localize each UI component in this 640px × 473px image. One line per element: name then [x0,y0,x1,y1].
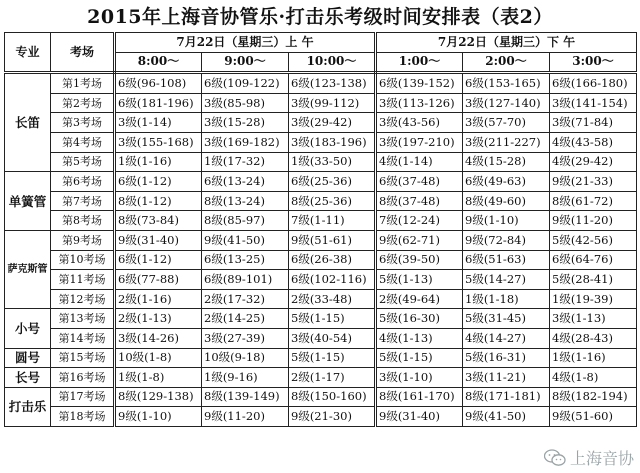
schedule-cell: 3级(127-140) [463,93,550,113]
schedule-cell: 1级(33-50) [289,152,376,172]
schedule-cell: 4级(1-13) [376,328,463,348]
table-row [5,328,637,348]
table-row [5,368,637,388]
schedule-cell: 6级(13-25) [202,250,289,270]
header-time: 9:00～ [202,52,289,73]
table-row [5,211,637,231]
major-cell: 圆号 [5,348,51,368]
schedule-cell: 3级(11-21) [463,368,550,388]
schedule-cell: 8级(150-160) [289,387,376,407]
room-cell: 第18考场 [51,407,115,427]
schedule-cell: 9级(1-10) [115,407,202,427]
schedule-cell: 1级(19-39) [550,289,637,309]
schedule-cell: 6级(77-88) [115,270,202,290]
schedule-cell: 9级(31-40) [115,230,202,250]
schedule-cell: 9级(51-60) [550,407,637,427]
schedule-cell: 2级(1-16) [115,289,202,309]
schedule-cell: 5级(16-30) [376,309,463,329]
schedule-body [5,73,637,427]
schedule-cell: 3级(85-98) [202,93,289,113]
schedule-cell: 8级(85-97) [202,211,289,231]
schedule-cell: 7级(12-24) [376,211,463,231]
schedule-cell: 8级(1-12) [115,191,202,211]
schedule-cell: 6级(96-108) [115,73,202,94]
room-cell: 第4考场 [51,132,115,152]
major-cell: 萨克斯管 [5,230,51,308]
schedule-cell: 3级(40-54) [289,328,376,348]
schedule-cell: 6级(39-50) [376,250,463,270]
schedule-cell: 2级(49-64) [376,289,463,309]
schedule-cell: 3级(211-227) [463,132,550,152]
table-row [5,309,637,329]
table-row [5,93,637,113]
schedule-cell: 4级(28-43) [550,328,637,348]
schedule-cell: 9级(31-40) [376,407,463,427]
schedule-cell: 6级(1-12) [115,172,202,192]
schedule-cell: 5级(1-15) [289,348,376,368]
table-row [5,152,637,172]
schedule-cell: 6级(51-63) [463,250,550,270]
table-row [5,191,637,211]
schedule-cell: 1级(1-16) [550,348,637,368]
schedule-cell: 8级(61-72) [550,191,637,211]
schedule-cell: 3级(71-84) [550,113,637,133]
room-cell: 第9考场 [51,230,115,250]
schedule-cell: 6级(166-180) [550,73,637,94]
major-cell: 长笛 [5,73,51,172]
schedule-cell: 6级(26-38) [289,250,376,270]
schedule-cell: 5级(31-45) [463,309,550,329]
schedule-cell: 5级(14-27) [463,270,550,290]
schedule-cell: 3级(29-42) [289,113,376,133]
schedule-cell: 8级(129-138) [115,387,202,407]
schedule-cell: 9级(11-20) [550,211,637,231]
schedule-cell: 10级(1-8) [115,348,202,368]
schedule-cell: 3级(141-154) [550,93,637,113]
schedule-cell: 6级(49-63) [463,172,550,192]
header-morning: 7月22日（星期三）上 午 [115,33,376,53]
room-cell: 第6考场 [51,172,115,192]
header-time: 8:00～ [115,52,202,73]
schedule-cell: 8级(13-24) [202,191,289,211]
schedule-cell: 5级(42-56) [550,230,637,250]
room-cell: 第12考场 [51,289,115,309]
room-cell: 第16考场 [51,368,115,388]
schedule-cell: 10级(9-18) [202,348,289,368]
schedule-cell: 9级(51-61) [289,230,376,250]
table-row [5,289,637,309]
schedule-cell: 8级(73-84) [115,211,202,231]
schedule-cell: 3级(1-13) [550,309,637,329]
schedule-cell: 3级(1-10) [376,368,463,388]
schedule-cell: 3级(15-28) [202,113,289,133]
room-cell: 第17考场 [51,387,115,407]
schedule-cell: 3级(99-112) [289,93,376,113]
table-row [5,230,637,250]
schedule-cell: 9级(41-50) [202,230,289,250]
table-row [5,73,637,94]
schedule-cell: 6级(139-152) [376,73,463,94]
schedule-cell: 8级(161-170) [376,387,463,407]
schedule-cell: 1级(9-16) [202,368,289,388]
schedule-cell: 6级(109-122) [202,73,289,94]
header-time: 3:00～ [550,52,637,73]
table-row [5,270,637,290]
schedule-cell: 8级(49-60) [463,191,550,211]
room-cell: 第3考场 [51,113,115,133]
header-row-dates [5,33,637,53]
table-row [5,407,637,427]
schedule-cell: 4级(43-58) [550,132,637,152]
schedule-cell: 4级(29-42) [550,152,637,172]
schedule-cell: 6级(37-48) [376,172,463,192]
schedule-cell: 6级(25-36) [289,172,376,192]
schedule-cell: 8级(171-181) [463,387,550,407]
table-row [5,250,637,270]
schedule-cell: 6级(64-76) [550,250,637,270]
schedule-cell: 9级(41-50) [463,407,550,427]
schedule-cell: 4级(1-8) [550,368,637,388]
schedule-cell: 4级(1-14) [376,152,463,172]
schedule-cell: 2级(1-17) [289,368,376,388]
room-cell: 第13考场 [51,309,115,329]
room-cell: 第14考场 [51,328,115,348]
wechat-chat-icon [544,449,566,467]
table-row [5,113,637,133]
header-afternoon: 7月22日（星期三）下 午 [376,33,637,53]
room-cell: 第15考场 [51,348,115,368]
room-cell: 第8考场 [51,211,115,231]
schedule-table [4,32,637,427]
watermark-text: 上海音协 [569,449,634,468]
schedule-cell: 3级(197-210) [376,132,463,152]
schedule-cell: 9级(11-20) [202,407,289,427]
schedule-cell: 6级(123-138) [289,73,376,94]
header-room: 考场 [51,33,115,73]
major-cell: 单簧管 [5,172,51,231]
table-row [5,132,637,152]
schedule-cell: 9级(21-30) [289,407,376,427]
table-row [5,348,637,368]
major-cell: 小号 [5,309,51,348]
room-cell: 第7考场 [51,191,115,211]
schedule-cell: 5级(1-13) [376,270,463,290]
schedule-cell: 6级(181-196) [115,93,202,113]
schedule-cell: 5级(16-31) [463,348,550,368]
schedule-cell: 9级(62-71) [376,230,463,250]
room-cell: 第1考场 [51,73,115,94]
schedule-cell: 9级(21-33) [550,172,637,192]
schedule-cell: 4级(15-28) [463,152,550,172]
header-time: 2:00～ [463,52,550,73]
schedule-cell: 3级(1-14) [115,113,202,133]
major-cell: 长号 [5,368,51,388]
schedule-cell: 1级(1-18) [463,289,550,309]
schedule-cell: 5级(1-15) [289,309,376,329]
schedule-cell: 2级(17-32) [202,289,289,309]
schedule-cell: 3级(27-39) [202,328,289,348]
schedule-cell: 6级(1-12) [115,250,202,270]
schedule-cell: 8级(139-149) [202,387,289,407]
schedule-cell: 8级(182-194) [550,387,637,407]
schedule-cell: 3级(169-182) [202,132,289,152]
schedule-cell: 1级(17-32) [202,152,289,172]
header-major: 专业 [5,33,51,73]
schedule-cell: 7级(1-11) [289,211,376,231]
schedule-cell: 3级(113-126) [376,93,463,113]
schedule-cell: 6级(89-101) [202,270,289,290]
table-row [5,387,637,407]
room-cell: 第11考场 [51,270,115,290]
schedule-cell: 3级(155-168) [115,132,202,152]
room-cell: 第2考场 [51,93,115,113]
schedule-cell: 9级(72-84) [463,230,550,250]
schedule-cell: 2级(33-48) [289,289,376,309]
schedule-cell: 6级(102-116) [289,270,376,290]
schedule-cell: 1级(1-8) [115,368,202,388]
schedule-cell: 6级(13-24) [202,172,289,192]
room-cell: 第5考场 [51,152,115,172]
schedule-cell: 3级(43-56) [376,113,463,133]
page-title: 2015年上海音协管乐·打击乐考级时间安排表（表2） [87,6,553,28]
schedule-cell: 3级(57-70) [463,113,550,133]
header-time: 1:00～ [376,52,463,73]
schedule-cell: 5级(1-15) [376,348,463,368]
table-row [5,172,637,192]
header-time: 10:00～ [289,52,376,73]
schedule-cell: 5级(28-41) [550,270,637,290]
schedule-cell: 1级(1-16) [115,152,202,172]
watermark [544,446,634,469]
room-cell: 第10考场 [51,250,115,270]
schedule-cell: 3级(183-196) [289,132,376,152]
schedule-cell: 8级(37-48) [376,191,463,211]
schedule-cell: 8级(25-36) [289,191,376,211]
schedule-cell: 2级(14-25) [202,309,289,329]
major-cell: 打击乐 [5,387,51,426]
schedule-cell: 3级(14-26) [115,328,202,348]
schedule-cell: 9级(1-10) [463,211,550,231]
schedule-cell: 2级(1-13) [115,309,202,329]
schedule-cell: 6级(153-165) [463,73,550,94]
schedule-cell: 4级(14-27) [463,328,550,348]
